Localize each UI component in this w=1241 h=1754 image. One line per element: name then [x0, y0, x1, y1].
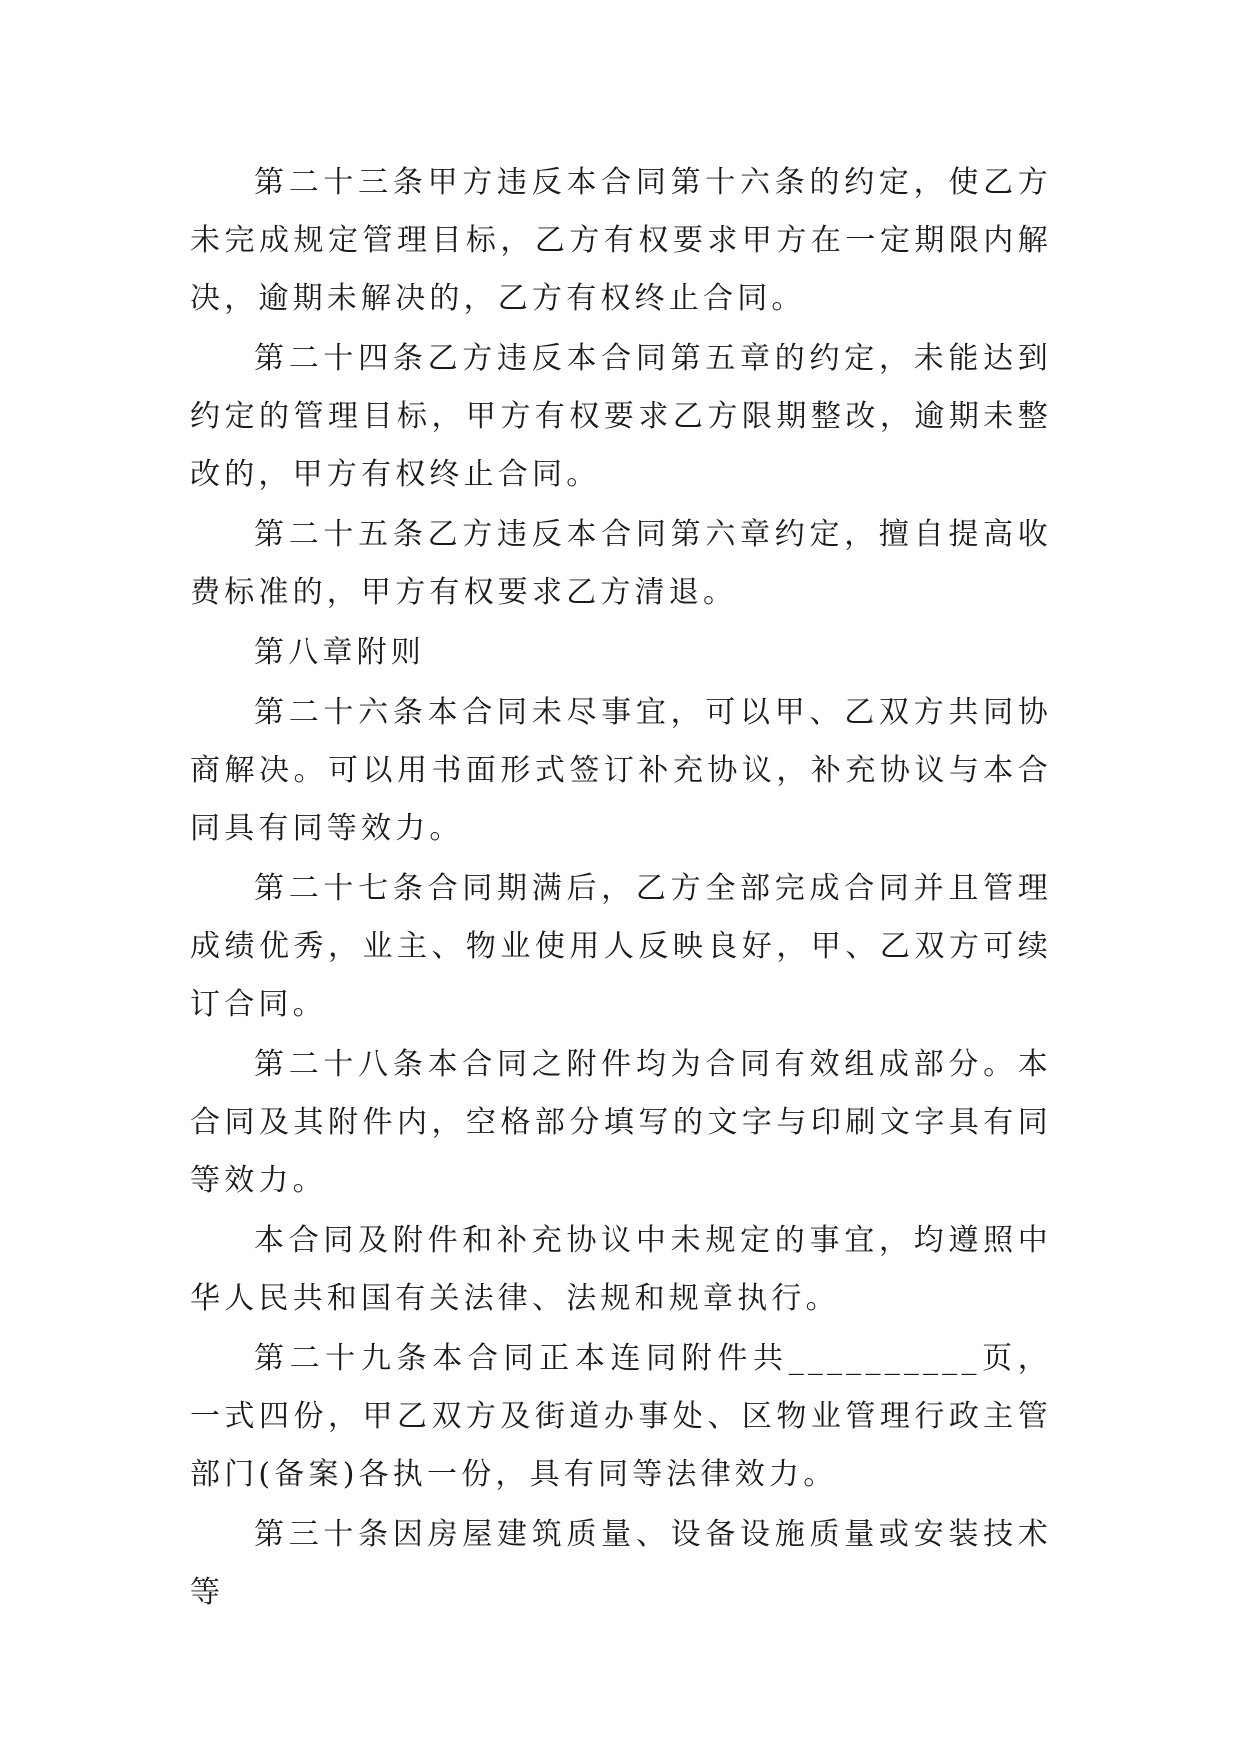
paragraph-article-29: 第二十九条本合同正本连同附件共__________页，一式四份，甲乙双方及街道办事处、区物业管理行政主管部门(备案)各执一份，具有同等法律效力。 [190, 1341, 1052, 1492]
paragraph-article-24: 第二十四条乙方违反本合同第五章的约定，未能达到约定的管理目标，甲方有权要求乙方限期整改，逾期未整改的，甲方有权终止合同。 [190, 341, 1052, 492]
document-body [190, 154, 1052, 1624]
paragraph-article-30: 第三十条因房屋建筑质量、设备设施质量或安装技术等 [190, 1517, 1052, 1610]
paragraph-article-23: 第二十三条甲方违反本合同第十六条的约定，使乙方未完成规定管理目标，乙方有权要求甲方在一定期限内解决，逾期未解决的，乙方有权终止合同。 [190, 165, 1052, 316]
paragraph-article-25: 第二十五条乙方违反本合同第六章约定，擅自提高收费标准的，甲方有权要求乙方清退。 [190, 517, 1052, 610]
paragraph-article-27: 第二十七条合同期满后，乙方全部完成合同并且管理成绩优秀，业主、物业使用人反映良好，甲、乙双方可续订合同。 [190, 871, 1052, 1022]
paragraph-article-26: 第二十六条本合同未尽事宜，可以甲、乙双方共同协商解决。可以用书面形式签订补充协议，补充协议与本合同具有同等效力。 [190, 695, 1052, 846]
chapter-heading: 第八章附则 [254, 635, 425, 670]
paragraph-article-28: 第二十八条本合同之附件均为合同有效组成部分。本合同及其附件内，空格部分填写的文字与印刷文字具有同等效力。 [190, 1047, 1052, 1198]
paragraph-supplementary: 本合同及附件和补充协议中未规定的事宜，均遵照中华人民共和国有关法律、法规和规章执行。 [190, 1223, 1052, 1316]
